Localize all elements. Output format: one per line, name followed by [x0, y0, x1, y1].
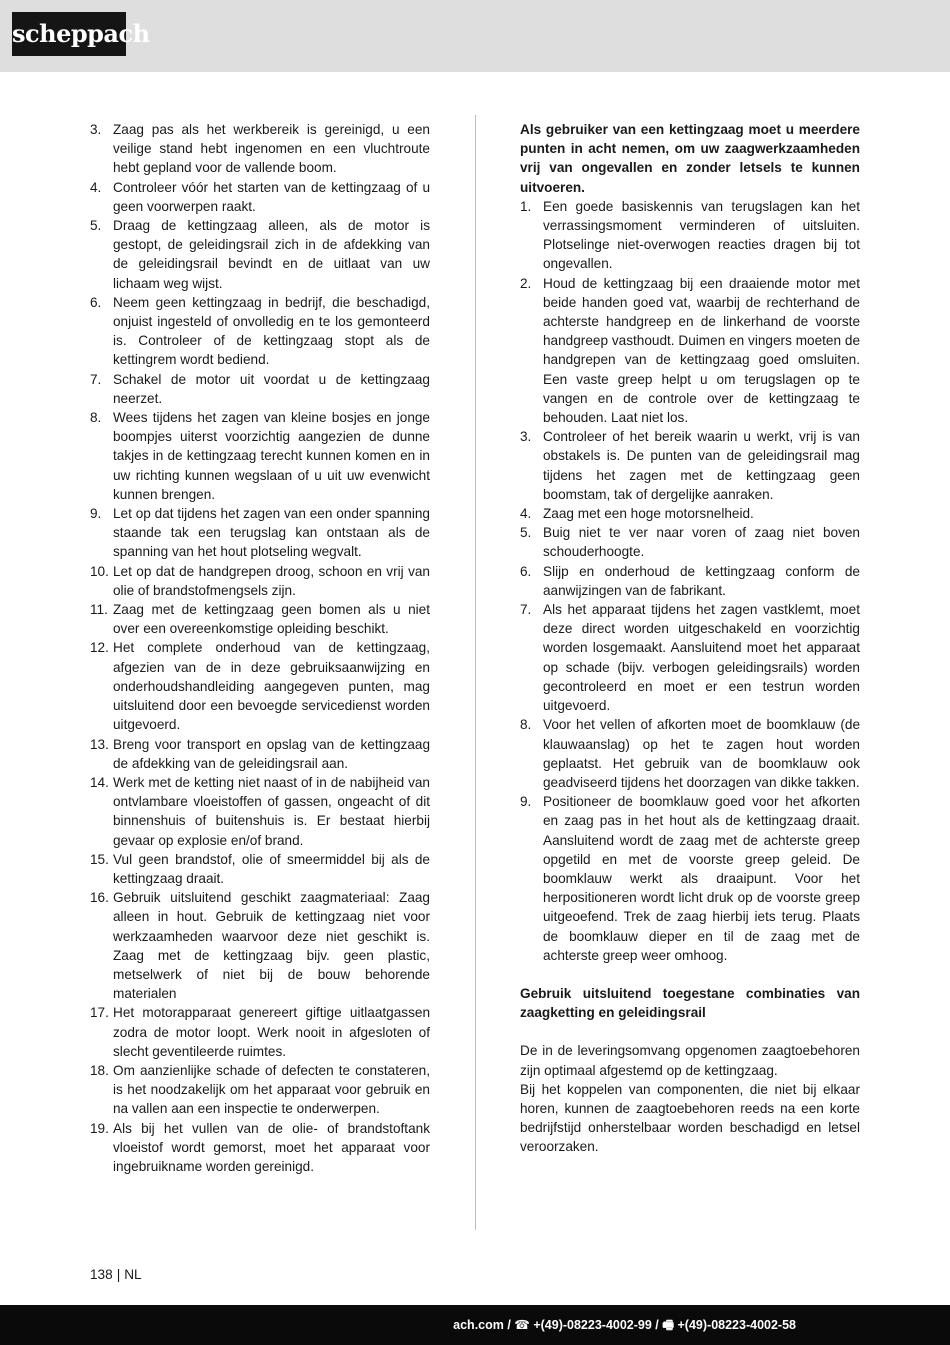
list-item — [90, 216, 430, 293]
list-item-number: 15. — [90, 851, 109, 867]
list-item-text: Schakel de motor uit voordat u de kettingzaag neerzet. — [113, 371, 430, 406]
list-item-text: Controleer vóór het starten van de kettingzaag of u geen voorwerpen raakt. — [113, 179, 430, 214]
list-item-number: 11. — [90, 602, 108, 618]
list-item — [520, 600, 860, 715]
list-item — [90, 773, 430, 850]
left-column — [90, 120, 430, 1176]
contact-bar — [0, 1305, 950, 1345]
header-band — [0, 0, 950, 72]
list-item — [90, 408, 430, 504]
scheppach-logo: scheppach — [12, 12, 126, 56]
list-item-number: 17. — [90, 1005, 109, 1021]
list-item — [90, 120, 430, 178]
list-item — [90, 178, 430, 216]
list-item-number: 4. — [90, 179, 102, 195]
list-item-number: 9. — [520, 794, 532, 810]
list-item-number: 5. — [90, 218, 102, 234]
list-item-text: Let op dat tijdens het zagen van een onder spanning staande tak een terugslag kan ontstaan als de spanning van het hout plotseling wegvalt. — [113, 506, 430, 560]
contact-line: ach.com / ☎ +(49)-08223-4002-99 / 🖷 +(49)-08223-4002-58 — [453, 1318, 796, 1332]
list-item — [520, 427, 860, 504]
column-divider — [475, 115, 476, 1230]
list-item — [520, 792, 860, 965]
list-item-number: 12. — [90, 640, 109, 656]
right-column — [520, 120, 860, 1157]
list-item — [90, 1119, 430, 1177]
list-item-text: Neem geen kettingzaag in bedrijf, die beschadigd, onjuist ingesteld of onvolledig en te los gemonteerd is. Controleer of de kettingzaag stopt als de kettingrem wordt bediend. — [113, 294, 430, 368]
page-number: 138 — [90, 1267, 113, 1282]
list-item-number: 1. — [520, 198, 532, 214]
list-item-text: Gebruik uitsluitend geschikt zaagmateriaal: Zaag alleen in hout. Gebruik de kettingzaag niet voor werkzaamheden waarvoor deze niet geschikt is. Zaag met de kettingzaag bijv. geen plastic, metselwerk of niet bij de bouw behorende materialen — [113, 890, 430, 1002]
list-item-number: 9. — [90, 506, 102, 522]
list-item — [90, 600, 430, 638]
list-item — [520, 562, 860, 600]
list-item-text: Positioneer de boomklauw goed voor het afkorten en zaag pas in het hout als de kettingzaag draait. Aansluitend wordt de zaag met de achterste greep opgetild en met de voorste greep geleid. De boomklauw werkt als draaipunt. Voor het herpositioneren wordt licht druk op de voorste greep uitgeoefend. Trek de zaag hierbij iets terug. Plaats de boomklauw dieper en til de zaag met de achterste greep weer omhoog. — [543, 794, 860, 963]
section-heading: Gebruik uitsluitend toegestane combinaties van zaagketting en geleidingsrail — [520, 985, 860, 1021]
list-item-text: Wees tijdens het zagen van kleine bosjes en jonge boompjes uiterst voorzichtig aangezien de dunne takjes in de kettingzaag terecht kunnen komen en in uw richting kunnen wegslaan of u uit uw evenwicht kunnen brengen. — [113, 410, 430, 502]
list-item — [520, 523, 860, 561]
intro-bold-text: Als gebruiker van een kettingzaag moet u meerdere punten in acht nemen, om uw zaagwerkzaamheden vrij van ongevallen en zonder letsels te kunnen uitvoeren. — [520, 122, 860, 195]
page-footer — [90, 1266, 142, 1284]
list-item-number: 3. — [520, 429, 532, 445]
list-item — [520, 274, 860, 428]
list-item-text: Controleer of het bereik waarin u werkt, vrij is van obstakels is. De punten van de geleidingsrail mag tijdens het zagen met de kettingzaag geen boomstam, tak of dergelijke aanraken. — [543, 429, 860, 502]
list-item-number: 18. — [90, 1062, 109, 1078]
list-item-number: 7. — [520, 602, 532, 618]
list-item-text: Buig niet te ver naar voren of zaag niet boven schouderhoogte. — [543, 525, 860, 560]
list-item-number: 6. — [520, 563, 532, 579]
list-item-number: 6. — [90, 294, 102, 310]
list-item-number: 3. — [90, 122, 102, 137]
list-item — [520, 197, 860, 274]
list-item — [90, 638, 430, 734]
list-item-text: Slijp en onderhoud de kettingzaag conform de aanwijzingen van de fabrikant. — [543, 563, 860, 598]
list-item-number: 2. — [520, 275, 532, 291]
list-item-number: 8. — [90, 410, 102, 426]
redacted-contact-block — [154, 1317, 494, 1337]
list-item — [90, 562, 430, 600]
list-item — [90, 735, 430, 773]
list-item-text: Let op dat de handgrepen droog, schoon en vrij van olie of brandstofmengsels zijn. — [113, 563, 430, 598]
list-item-number: 7. — [90, 371, 102, 387]
list-item — [90, 850, 430, 888]
list-item-text: Draag de kettingzaag alleen, als de motor is gestopt, de geleidingsrail zich in de afdekking van de geleidingsrail bevindt en de uitlaat van uw lichaam weg wijst. — [113, 218, 430, 291]
list-item-text: Breng voor transport en opslag van de kettingzaag de afdekking van de geleidingsrail aan. — [113, 736, 430, 771]
list-item — [90, 370, 430, 408]
list-item-number: 16. — [90, 890, 109, 906]
list-item — [90, 1003, 430, 1061]
list-item-text: Zaag pas als het werkbereik is gereinigd, u een veilige stand hebt ingenomen en een vluchtroute hebt gepland voor de vallende boom. — [113, 122, 430, 176]
list-item-number: 13. — [90, 736, 109, 752]
list-item-text: Vul geen brandstof, olie of smeermiddel bij als de kettingzaag draait. — [113, 851, 430, 886]
list-item-number: 19. — [90, 1120, 109, 1136]
list-item-number: 4. — [520, 506, 532, 522]
list-item-text: Houd de kettingzaag bij een draaiende motor met beide handen goed vat, waarbij de rechterhand de achterste handgreep en de linkerhand de voorste handgreep vasthoudt. Duimen en vingers moeten de handgrepen van de kettingzaag goed omsluiten. Een vaste greep helpt u om terugslagen op te vangen en de controle over de kettingzaag te behouden. Laat niet los. — [543, 275, 860, 426]
safety-list-left — [90, 120, 430, 1176]
list-item-text: Zaag met een hoge motorsnelheid. — [543, 506, 754, 522]
list-item-text: Als bij het vullen van de olie- of brandstoftank vloeistof wordt gemorst, moet het apparaat voor ingebruikname worden gereinigd. — [113, 1120, 430, 1174]
list-item — [520, 504, 860, 523]
list-item-number: 5. — [520, 525, 532, 541]
paragraph-components: Bij het koppelen van componenten, die niet bij elkaar horen, kunnen de zaagtoebehoren reeds na een korte bedrijfstijd onherstelbaar worden beschadigd en letsel veroorzaken. — [520, 1081, 860, 1155]
footer-separator: | — [116, 1267, 121, 1282]
language-code: NL — [124, 1267, 142, 1282]
list-item — [520, 715, 860, 792]
list-item-text: Zaag met de kettingzaag geen bomen als u niet over een overeenkomstige opleiding beschikt. — [113, 602, 430, 637]
list-item-text: Het motorapparaat genereert giftige uitlaatgassen zodra de motor loopt. Werk nooit in afgesloten of slecht geventileerde ruimtes. — [113, 1005, 430, 1059]
list-item-text: Een goede basiskennis van terugslagen kan het verrassingsmoment verminderen of uitsluiten. Plotselinge niet-overwogen reacties dragen bij tot ongevallen. — [543, 198, 860, 272]
list-item — [90, 293, 430, 370]
list-item — [90, 888, 430, 1003]
list-item-text: Voor het vellen of afkorten moet de boomklauw (de klauwaanslag) op het te zagen hout worden geplaatst. Het gebruik van de boomklauw ook geadviseerd tijdens het doorzagen van dikke takken. — [543, 717, 860, 790]
safety-list-right — [520, 197, 860, 965]
list-item-number: 10. — [90, 563, 109, 579]
list-item-text: Werk met de ketting niet naast of in de nabijheid van ontvlambare vloeistoffen of gassen, ongeacht of dit binnenshuis of buitenshuis is. Er bestaat hierbij gevaar op explosie en/of brand. — [113, 774, 430, 848]
list-item — [90, 504, 430, 562]
list-item — [90, 1061, 430, 1119]
list-item-text: Om aanzienlijke schade of defecten te constateren, is het noodzakelijk om het apparaat voor gebruik en na vallen aan een inspectie te onderwerpen. — [113, 1062, 430, 1117]
list-item-number: 14. — [90, 774, 109, 790]
list-item-text: Als het apparaat tijdens het zagen vastklemt, moet deze direct worden uitgeschakeld en voorzichtig worden losgemaakt. Aansluitend moet het apparaat op schade (bijv. verbogen geleidingsrails) worden gecontroleerd en moet er een testrun worden uitgevoerd. — [543, 602, 860, 714]
list-item-text: Het complete onderhoud van de kettingzaag, afgezien van de in deze gebruiksaanwijzing en onderhoudshandleiding aangegeven punten, mag uitsluitend door een bevoegde servicedienst worden uitgevoerd. — [113, 640, 430, 733]
paragraph-accessories: De in de leveringsomvang opgenomen zaagtoebehoren zijn optimaal afgestemd op de kettingzaag. — [520, 1043, 860, 1078]
list-item-number: 8. — [520, 717, 532, 733]
